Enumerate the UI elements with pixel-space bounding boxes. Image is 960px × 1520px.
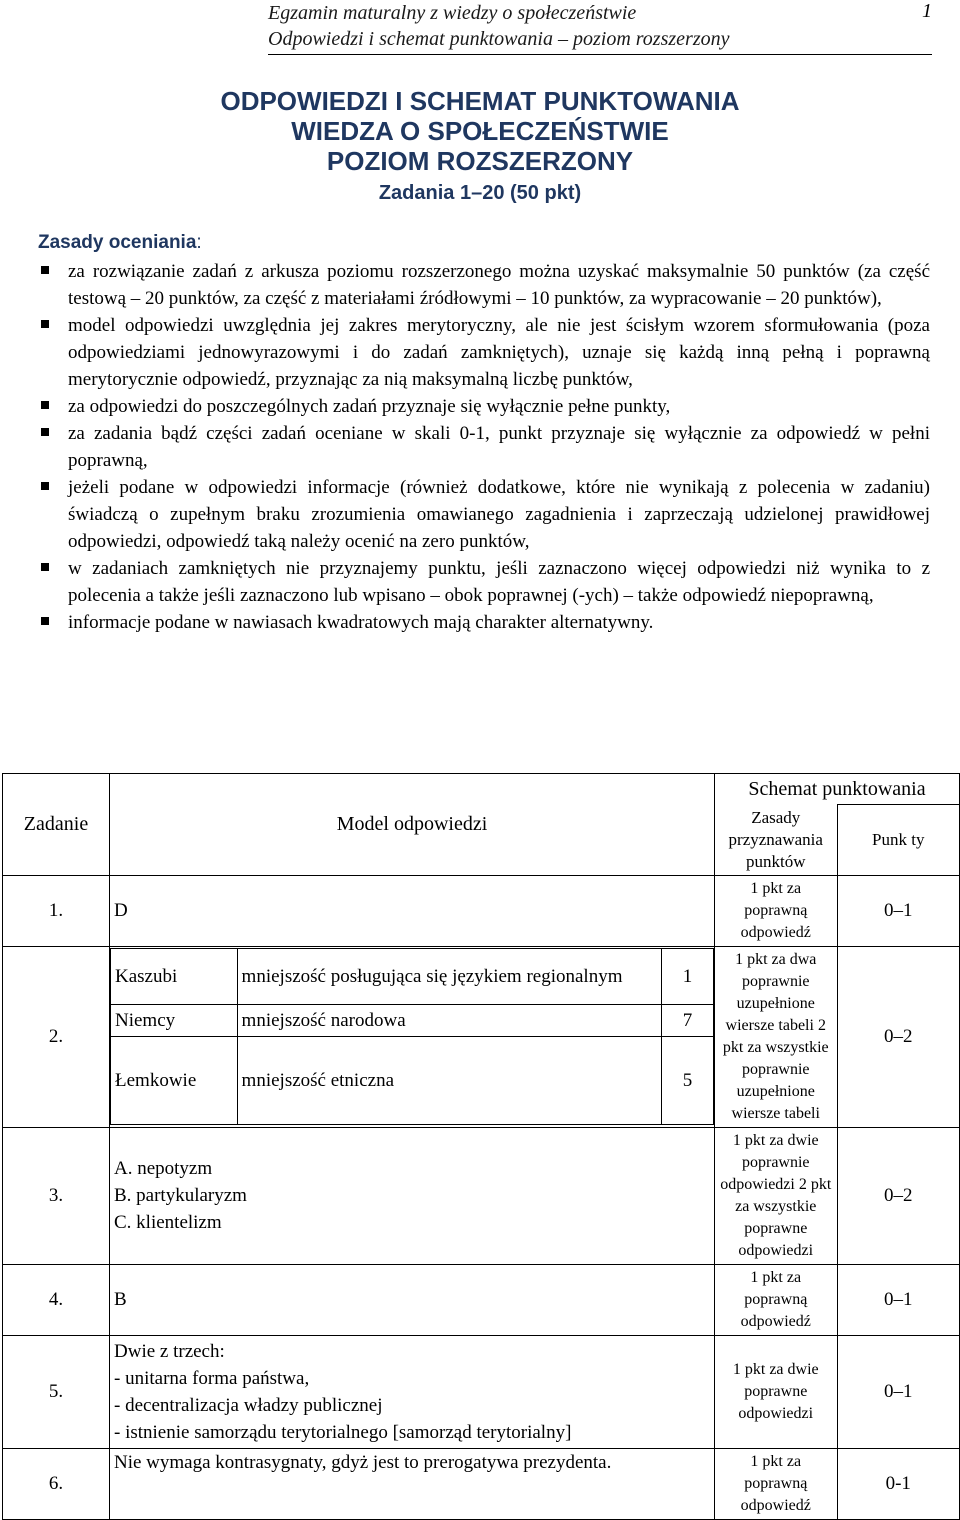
task-rule: 1 pkt za poprawną odpowiedź xyxy=(715,1448,838,1519)
rule-text: za zadania bądź części zadań oceniane w skali 0-1, punkt przyznaje się wyłącznie za odpowiedź w pełni poprawną, xyxy=(68,423,930,471)
square-bullet-icon xyxy=(41,617,49,625)
header-rules: Zasady przyznawania punktów xyxy=(715,805,838,876)
minority-name: Łemkowie xyxy=(111,1037,238,1125)
square-bullet-icon xyxy=(41,428,49,436)
answer-line: - istnienie samorządu terytorialnego [samorząd terytorialny] xyxy=(114,1421,572,1443)
minorities-table xyxy=(110,948,714,1125)
task-rule: 1 pkt za dwie poprawne odpowiedzi xyxy=(715,1335,838,1448)
answer-line: C. klientelizm xyxy=(114,1212,222,1233)
task-answer xyxy=(110,1127,715,1264)
task-number: 4. xyxy=(3,1264,110,1335)
task-points: 0-1 xyxy=(837,1448,960,1519)
rules-heading-colon: : xyxy=(196,232,202,253)
header-schema: Schemat punktowania xyxy=(715,774,960,805)
task-rule: 1 pkt za dwie poprawnie odpowiedzi 2 pkt za wszystkie poprawne odpowiedzi xyxy=(715,1127,838,1264)
rule-text: informacje podane w nawiasach kwadratowych mają charakter alternatywny. xyxy=(68,612,654,633)
minority-type: mniejszość etniczna xyxy=(237,1037,661,1125)
square-bullet-icon xyxy=(41,401,49,409)
square-bullet-icon xyxy=(41,563,49,571)
minority-name: Niemcy xyxy=(111,1005,238,1037)
task-number: 1. xyxy=(3,875,110,946)
document-title-block xyxy=(0,86,960,210)
task-number: 6. xyxy=(3,1448,110,1519)
table-row xyxy=(3,946,960,1127)
task-points: 0–2 xyxy=(837,946,960,1127)
rules-list xyxy=(38,258,930,636)
table-row xyxy=(3,1127,960,1264)
rule-text: w zadaniach zamkniętych nie przyznajemy punktu, jeśli zaznaczono więcej odpowiedzi niż wynika to z polecenia a także jeśli zaznaczono lub wpisano – obok poprawnej (-ych) – także odpowiedź niepoprawną, xyxy=(68,558,930,606)
task-points: 0–2 xyxy=(837,1127,960,1264)
rule-text: model odpowiedzi uwzględnia jej zakres merytoryczny, ale nie jest ścisłym wzorem sformułowania (poza odpowiedziami jednowyrazowymi i do zadań zamkniętych), uznaje się każdą inną pełną i poprawną merytorycznie odpowiedź, przyznając za nią maksymalną liczbę punktów, xyxy=(68,315,930,390)
minority-number: 1 xyxy=(661,949,713,1005)
table-row xyxy=(3,1448,960,1519)
rule-text: za odpowiedzi do poszczególnych zadań przyznaje się wyłącznie pełne punkty, xyxy=(68,396,671,417)
minority-name: Kaszubi xyxy=(111,949,238,1005)
answer-line: B. partykularyzm xyxy=(114,1185,247,1206)
task-rule: 1 pkt za dwa poprawnie uzupełnione wiersze tabeli 2 pkt za wszystkie poprawnie uzupełnione wiersze tabeli xyxy=(715,946,838,1127)
table-row xyxy=(3,1335,960,1448)
task-points: 0–1 xyxy=(837,1264,960,1335)
rules-list-item xyxy=(38,420,930,474)
task-number: 5. xyxy=(3,1335,110,1448)
rules-list-item xyxy=(38,555,930,609)
task-points: 0–1 xyxy=(837,1335,960,1448)
minority-type: mniejszość posługująca się językiem regionalnym xyxy=(237,949,661,1005)
title-subtitle: Zadania 1–20 (50 pkt) xyxy=(378,182,582,204)
minority-row xyxy=(111,1037,714,1125)
rules-heading xyxy=(38,232,202,254)
minority-row xyxy=(111,1005,714,1037)
table-header-row xyxy=(3,774,960,805)
rule-text: jeżeli podane w odpowiedzi informacje (również dodatkowe, które nie wynikają z polecenia w zadaniu) świadczą o zupełnym braku zrozumienia omawianego zagadnienia i zaprzeczają udzielonej prawidłowej odpowiedzi, odpowiedź taką należy ocenić na zero punktów, xyxy=(68,477,930,552)
answer-line: Dwie z trzech: xyxy=(114,1340,225,1362)
minority-type: mniejszość narodowa xyxy=(237,1005,661,1037)
minority-number: 5 xyxy=(661,1037,713,1125)
header-exam-title: Egzamin maturalny z wiedzy o społeczeństwie xyxy=(268,2,637,24)
header-divider xyxy=(268,54,932,55)
table-row xyxy=(3,1264,960,1335)
title-line-2: WIEDZA O SPOŁECZEŃSTWIE xyxy=(291,116,669,146)
task-rule: 1 pkt za poprawną odpowiedź xyxy=(715,875,838,946)
title-line-3: POZIOM ROZSZERZONY xyxy=(326,146,634,176)
task-answer: D xyxy=(110,875,715,946)
rules-heading-text: Zasady oceniania xyxy=(38,232,197,253)
task-rule: 1 pkt za poprawną odpowiedź xyxy=(715,1264,838,1335)
square-bullet-icon xyxy=(41,266,49,274)
header-points: Punk ty xyxy=(837,805,960,876)
task-number: 2. xyxy=(3,946,110,1127)
rules-list-item xyxy=(38,609,930,636)
answer-line: - decentralizacja władzy publicznej xyxy=(114,1394,383,1416)
minority-number: 7 xyxy=(661,1005,713,1037)
title-line-1: ODPOWIEDZI I SCHEMAT PUNKTOWANIA xyxy=(220,86,740,116)
rules-list-item xyxy=(38,258,930,312)
task-answer xyxy=(110,1335,715,1448)
page-number: 1 xyxy=(922,0,932,22)
answer-line: A. nepotyzm xyxy=(114,1158,213,1179)
square-bullet-icon xyxy=(41,482,49,490)
page-header xyxy=(0,0,960,60)
header-task: Zadanie xyxy=(3,774,110,876)
task-answer: Nie wymaga kontrasygnaty, gdyż jest to prerogatywa prezydenta. xyxy=(110,1448,715,1519)
rules-list-item xyxy=(38,312,930,393)
answer-line: - unitarna forma państwa, xyxy=(114,1367,310,1389)
answers-table xyxy=(2,773,960,1520)
rules-list-item xyxy=(38,474,930,555)
square-bullet-icon xyxy=(41,320,49,328)
rules-list-item xyxy=(38,393,930,420)
rule-text: za rozwiązanie zadań z arkusza poziomu rozszerzonego można uzyskać maksymalnie 50 punktów (za część testową – 20 punktów, za część z materiałami źródłowymi – 10 punktów, za wypracowanie – 20 punktów), xyxy=(68,261,930,309)
task-points: 0–1 xyxy=(837,875,960,946)
table-row xyxy=(3,875,960,946)
task-answer: B xyxy=(110,1264,715,1335)
task-answer xyxy=(110,946,715,1127)
header-document-title: Odpowiedzi i schemat punktowania – poziom rozszerzony xyxy=(268,28,730,50)
minority-row xyxy=(111,949,714,1005)
task-number: 3. xyxy=(3,1127,110,1264)
header-model: Model odpowiedzi xyxy=(110,774,715,876)
